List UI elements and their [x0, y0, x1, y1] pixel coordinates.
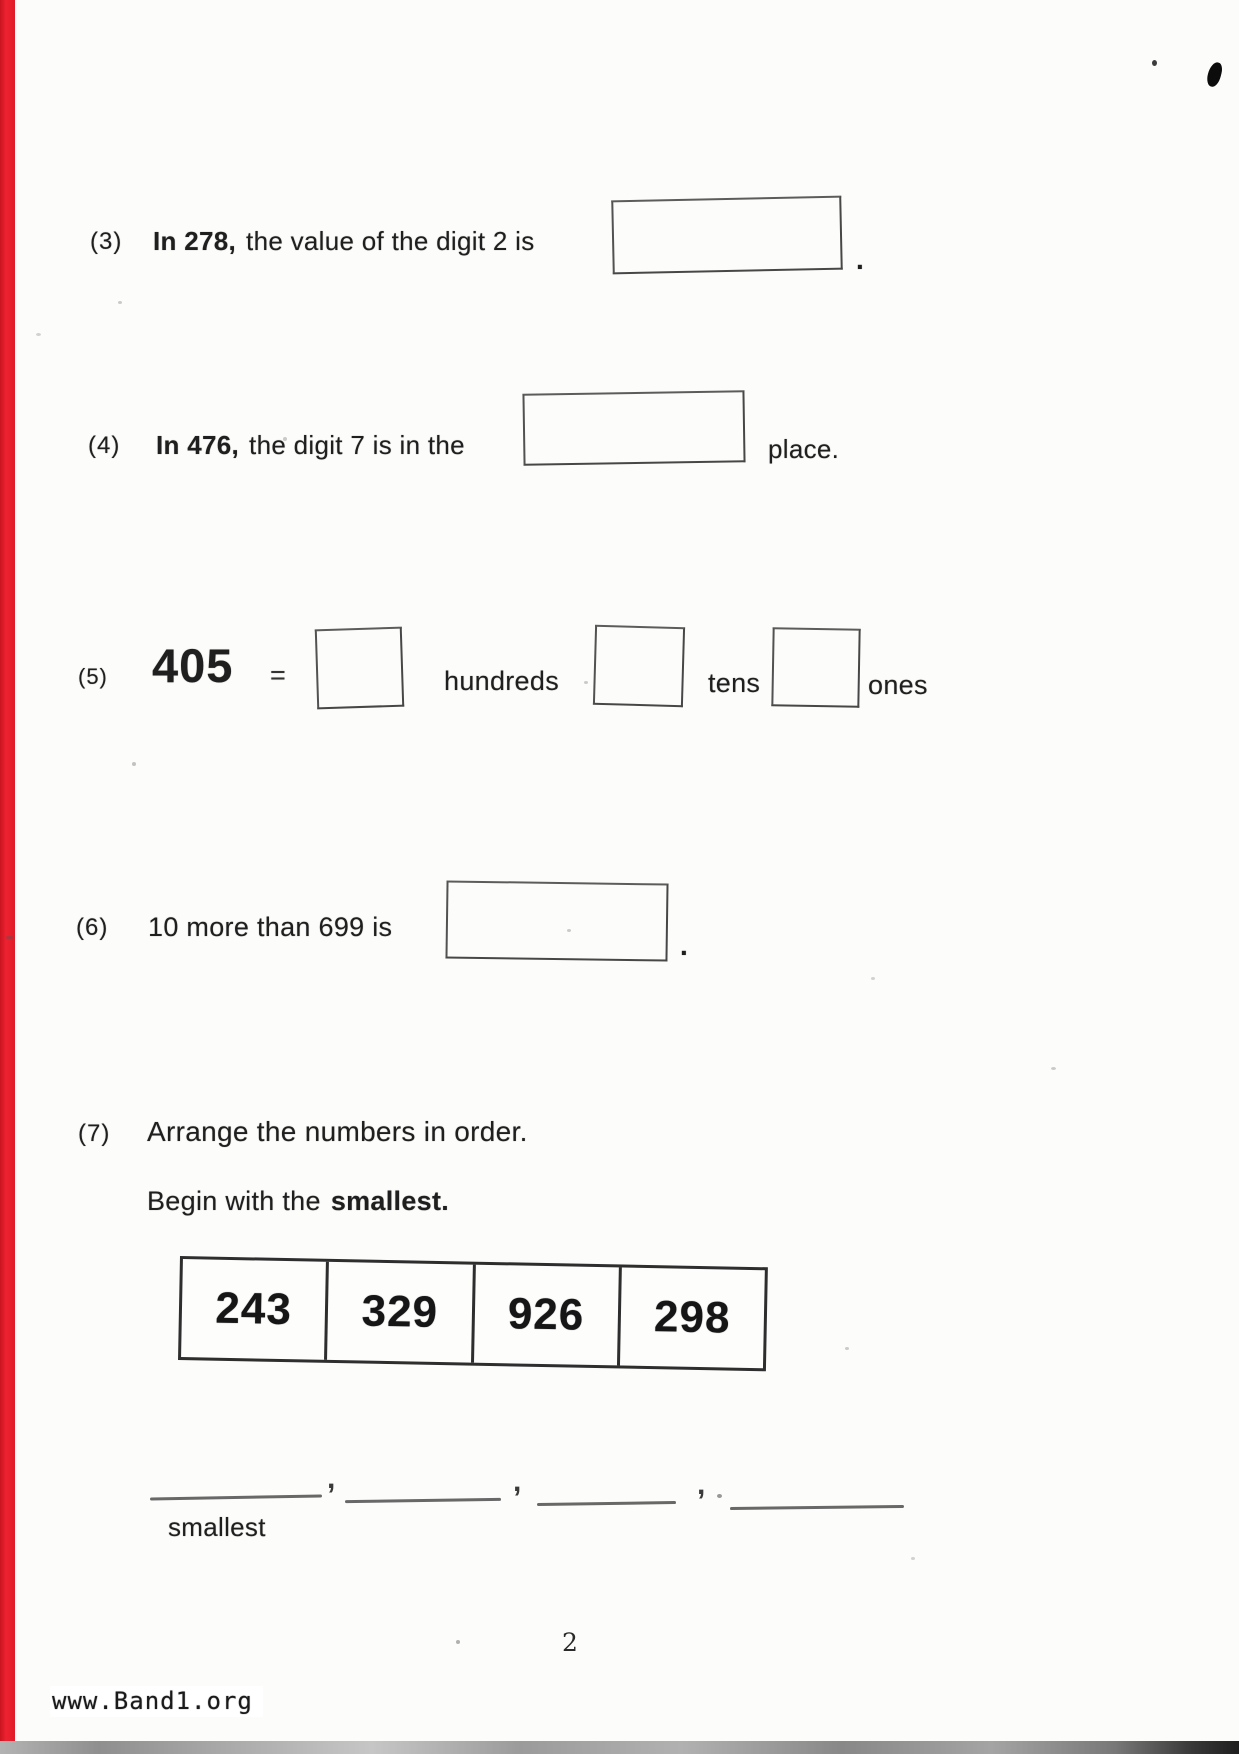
question-3-number: (3) — [90, 228, 123, 255]
question-7-number-table — [178, 1256, 768, 1371]
page-number: 2 — [562, 1628, 578, 1657]
question-5-equals: = — [270, 660, 286, 690]
table-cell: 329 — [324, 1262, 472, 1363]
question-5-unit-tens: tens — [708, 668, 761, 698]
scan-speck — [1051, 1067, 1056, 1070]
question-5-unit-hundreds: hundreds — [444, 666, 559, 696]
question-6-answer-box[interactable] — [445, 880, 668, 961]
scan-speck — [36, 333, 41, 336]
question-7-begin-bold: smallest — [330, 1186, 442, 1216]
question-5-tens-box[interactable] — [593, 625, 685, 707]
question-5-ones-box[interactable] — [771, 627, 860, 708]
scan-speck — [717, 1494, 722, 1498]
table-cell: 298 — [617, 1267, 765, 1368]
question-3-text-rest: the value of the digit 2 is — [246, 226, 535, 256]
question-7-begin-group — [331, 1186, 449, 1217]
question-5-unit-ones: ones — [868, 670, 928, 700]
question-5-hundreds-box[interactable] — [315, 627, 404, 710]
scan-bottom-edge-strip — [0, 1741, 1239, 1754]
question-4-number: (4) — [88, 432, 121, 459]
scan-speck — [911, 1557, 915, 1560]
scan-speck — [871, 977, 875, 980]
question-7-begin-line — [147, 1186, 449, 1217]
question-4-text — [156, 430, 465, 461]
scan-red-edge-strip — [0, 0, 15, 1742]
blank-separator: , — [327, 1462, 336, 1495]
question-3-text — [153, 226, 535, 257]
question-7-begin-text: Begin with the — [147, 1186, 321, 1216]
question-5-number: (5) — [78, 664, 108, 689]
question-6-number: (6) — [76, 914, 109, 941]
answer-blank-4[interactable] — [730, 1505, 904, 1510]
smallest-hint-label: smallest — [168, 1512, 266, 1542]
answer-blank-3[interactable] — [537, 1501, 676, 1506]
question-3-period: . — [856, 244, 864, 275]
blank-separator: , — [697, 1468, 706, 1501]
ink-speck — [1152, 60, 1157, 66]
question-6-text: 10 more than 699 is — [148, 912, 393, 942]
scan-speck — [132, 762, 136, 766]
website-watermark: www.Band1.org — [50, 1686, 263, 1717]
scan-speck — [6, 936, 13, 939]
scan-speck — [118, 301, 122, 304]
scan-speck — [456, 1640, 460, 1644]
question-4-suffix: place. — [768, 434, 840, 464]
blank-separator: , — [513, 1465, 522, 1498]
question-7-begin-period: . — [441, 1186, 450, 1216]
question-7-instruction: Arrange the numbers in order. — [147, 1116, 528, 1147]
question-4-answer-box[interactable] — [522, 390, 745, 465]
scan-speck — [584, 681, 588, 684]
answer-blank-1[interactable] — [150, 1494, 322, 1500]
question-4-text-bold: In 476, — [156, 430, 240, 460]
question-3-text-bold: In 278, — [153, 226, 237, 256]
table-cell: 926 — [471, 1265, 619, 1366]
question-4-text-rest: the digit 7 is in the — [249, 430, 465, 460]
scan-speck — [845, 1347, 849, 1350]
question-3-answer-box[interactable] — [611, 196, 842, 275]
question-6-period: . — [680, 930, 688, 961]
question-5-value: 405 — [152, 639, 234, 692]
table-cell: 243 — [214, 1283, 293, 1335]
question-7-number: (7) — [78, 1120, 111, 1147]
answer-blank-2[interactable] — [345, 1498, 501, 1503]
ink-blot-mark — [1205, 61, 1224, 88]
